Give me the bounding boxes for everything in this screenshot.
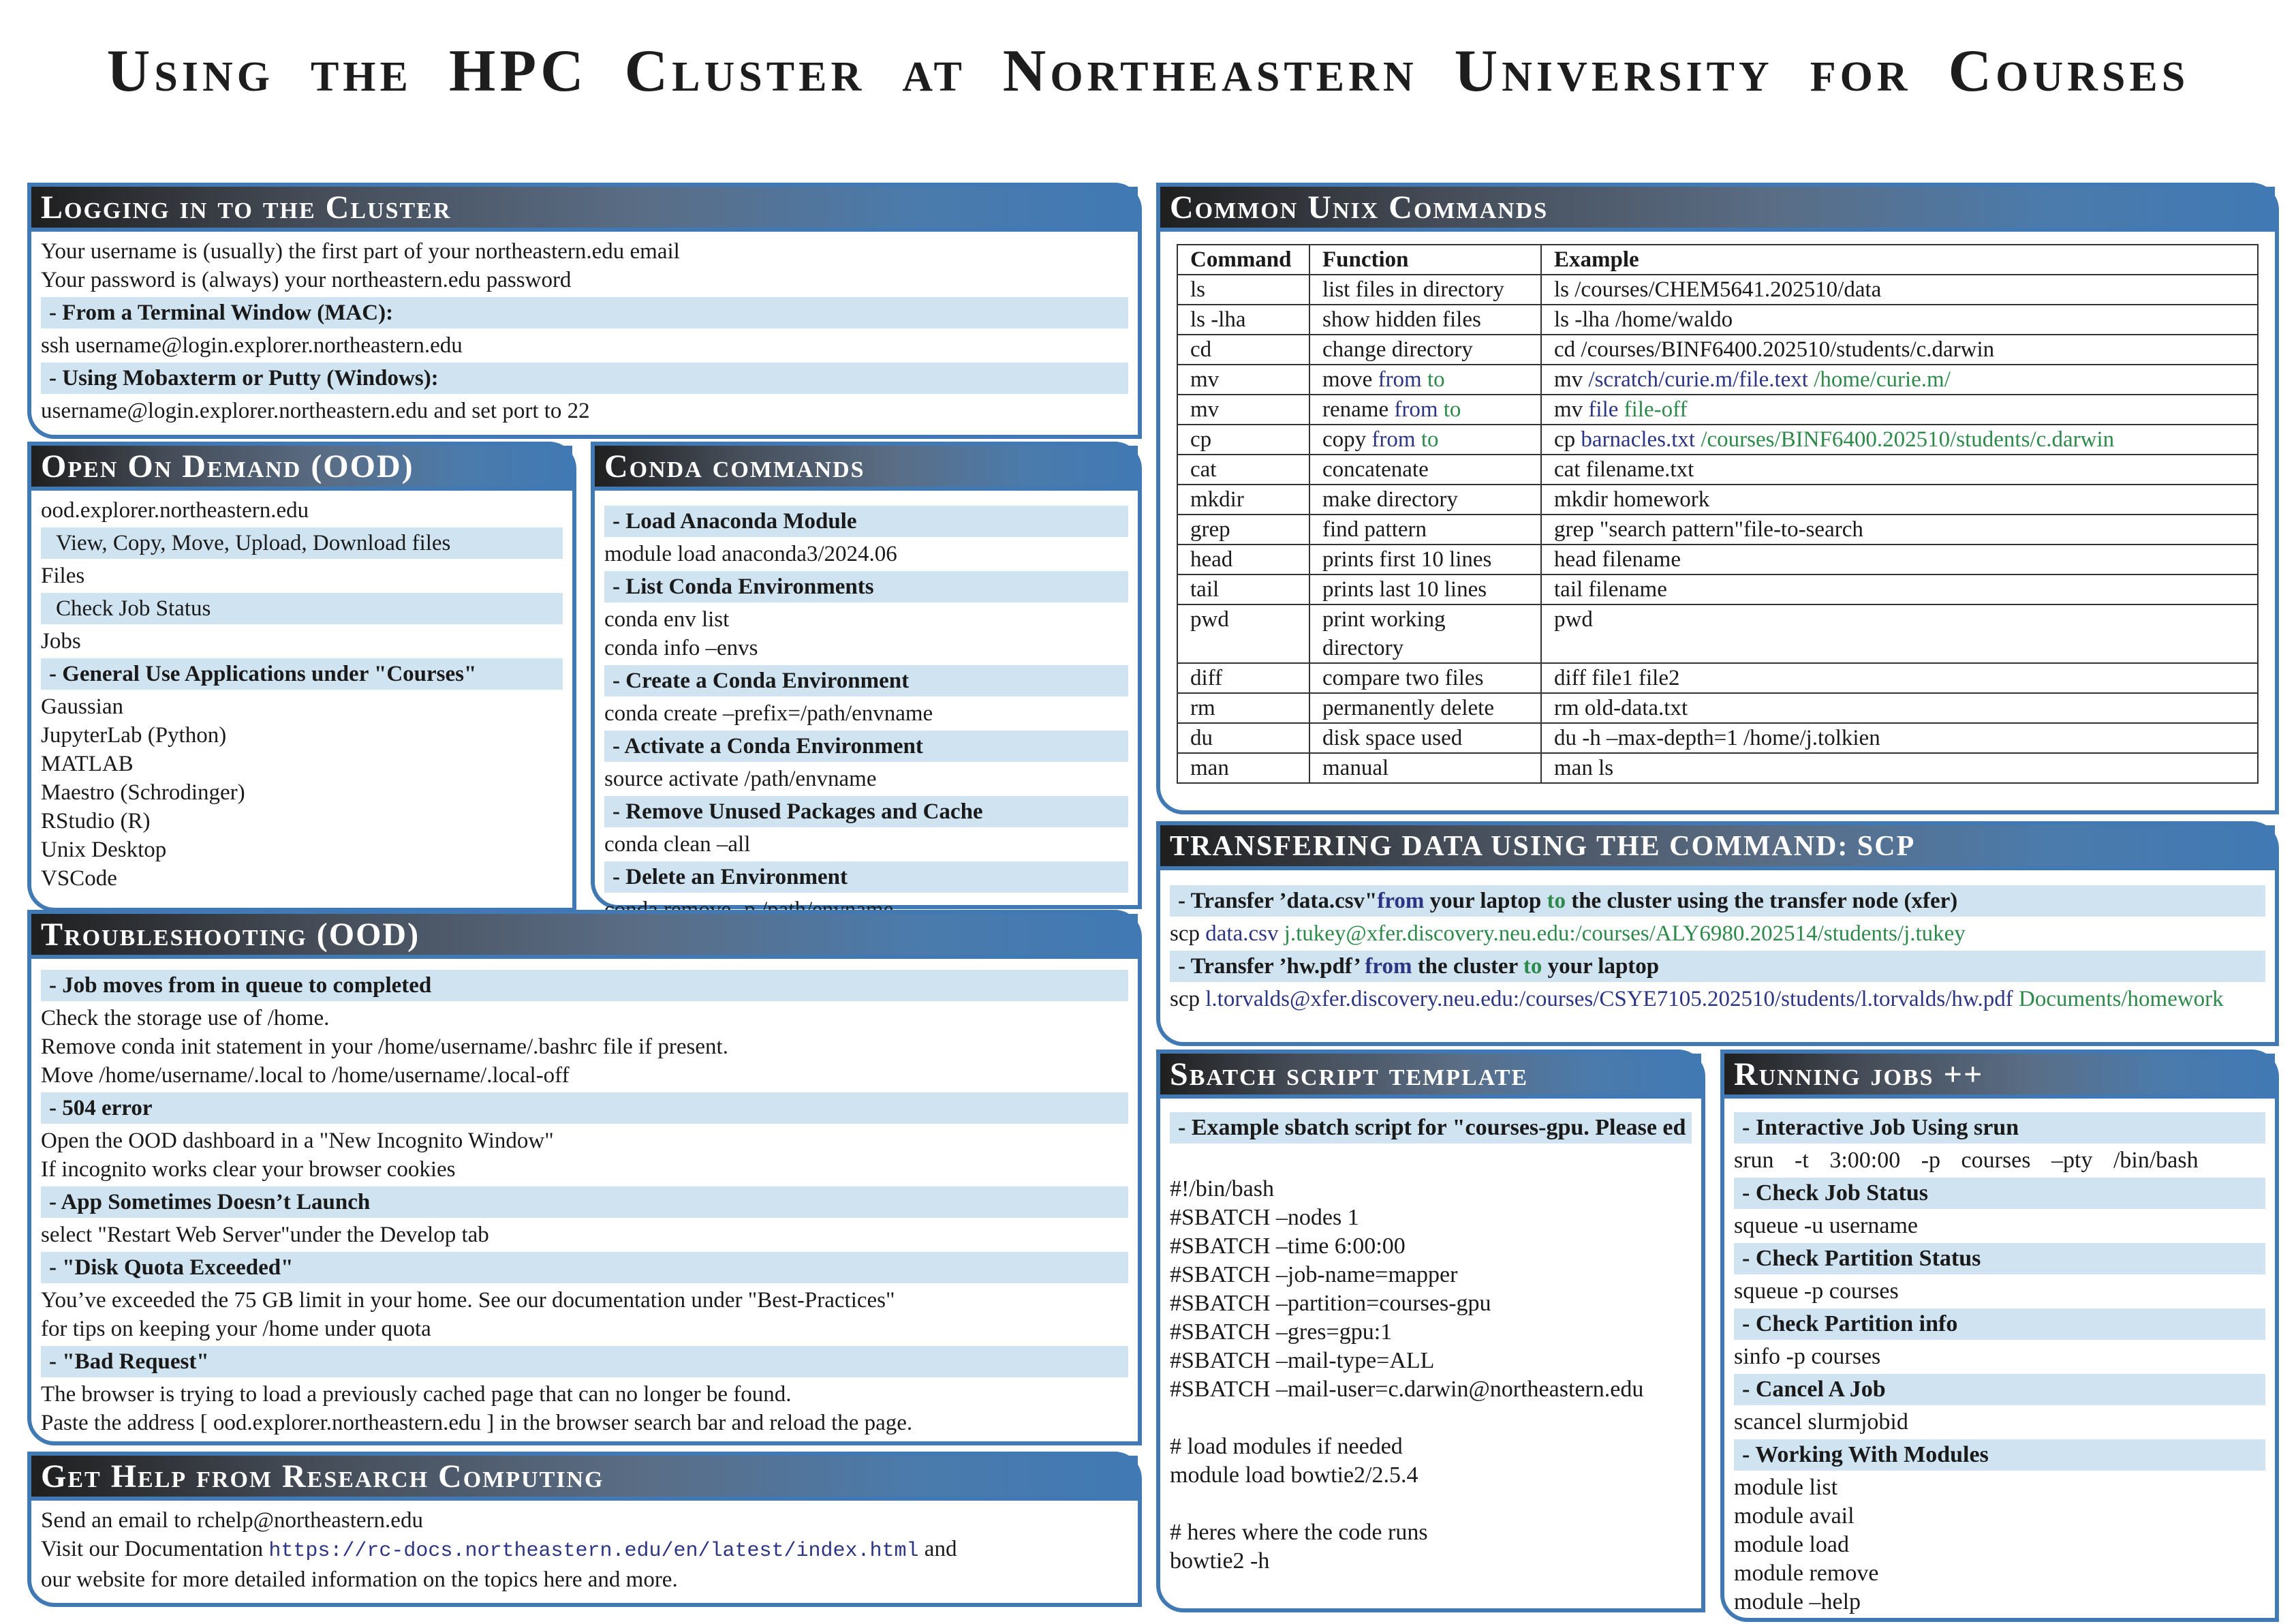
func-text: move [1322, 367, 1373, 392]
script-line: #SBATCH –job-name=mapper [1170, 1262, 1458, 1287]
col-example: Example [1541, 245, 2258, 275]
cell-command: diff [1177, 663, 1309, 693]
cell-function: find pattern [1309, 515, 1541, 545]
heading-text: the cluster using the transfer node (xfer) [1565, 889, 1958, 913]
help-email-line: Send an email to rchelp@northeastern.edu [41, 1508, 423, 1533]
conda-header: Conda commands [595, 446, 1138, 491]
cell-function: make directory [1309, 485, 1541, 515]
to-label: to [1547, 889, 1566, 913]
cell-command: man [1177, 753, 1309, 783]
issue-line: Open the OOD dashboard in a "New Incognito Window" [41, 1129, 554, 1153]
cell-function: manual [1309, 753, 1541, 783]
job-cmd: squeue -p courses [1734, 1278, 1899, 1304]
cell-command: mkdir [1177, 485, 1309, 515]
table-row [1177, 335, 2258, 365]
ood-panel [27, 442, 576, 912]
cell-command: rm [1177, 693, 1309, 723]
conda-cmd: module load anaconda3/2024.06 [604, 542, 897, 566]
script-line: # load modules if needed [1170, 1434, 1403, 1459]
cell-function: compare two files [1309, 663, 1541, 693]
conda-cmd: conda info –envs [604, 636, 758, 660]
dest-path: Documents/homework [2013, 987, 2224, 1011]
cell-command: tail [1177, 574, 1309, 604]
cell-command: ls -lha [1177, 305, 1309, 335]
func-text: copy [1322, 427, 1367, 452]
cell-function: disk space used [1309, 723, 1541, 753]
cell-command: mv [1177, 395, 1309, 425]
files-label: Files [41, 564, 85, 588]
cell-example: head filename [1541, 545, 2258, 574]
cell-example: tail filename [1541, 574, 2258, 604]
ex-from: /scratch/curie.m/file.text [1588, 367, 1808, 392]
modules-heading: - Working With Modules [1734, 1439, 2265, 1471]
cell-function: prints first 10 lines [1309, 545, 1541, 574]
heading-text: your laptop [1542, 954, 1660, 979]
issue-heading: - Job moves from in queue to completed [41, 970, 1128, 1001]
cell-example: mkdir homework [1541, 485, 2258, 515]
script-line: #SBATCH –mail-type=ALL [1170, 1348, 1435, 1373]
cell-command: du [1177, 723, 1309, 753]
cell-function: list files in directory [1309, 275, 1541, 305]
conda-delete-heading: - Delete an Environment [604, 861, 1128, 893]
app-item: MATLAB [41, 752, 134, 776]
issue-line: Remove conda init statement in your /home/username/.bashrc file if present. [41, 1035, 728, 1059]
ex-to: /home/curie.m/ [1814, 367, 1951, 392]
unix-commands-table [1177, 244, 2259, 784]
table-row [1177, 515, 2258, 545]
running-jobs-header: Running jobs ++ [1724, 1054, 2275, 1099]
app-item: VSCode [41, 866, 117, 891]
scp-download-heading [1170, 951, 2265, 982]
cell-function: concatenate [1309, 455, 1541, 485]
script-line: module load bowtie2/2.5.4 [1170, 1462, 1418, 1488]
job-cmd: srun -t 3:00:00 -p courses –pty /bin/bash [1734, 1148, 2199, 1173]
cell-command: pwd [1177, 604, 1309, 663]
files-note: View, Copy, Move, Upload, Download files [41, 527, 563, 559]
windows-login-command: username@login.explorer.northeastern.edu and set port to 22 [41, 399, 590, 423]
ood-header: Open On Demand (OOD) [31, 446, 572, 491]
logging-in-header: Logging in to the Cluster [31, 187, 1138, 232]
from-label: from [1377, 889, 1425, 913]
ex-to: /courses/BINF6400.202510/students/c.darwin [1701, 427, 2115, 452]
issue-line: Move /home/username/.local to /home/username/.local-off [41, 1063, 570, 1088]
module-cmd: module remove [1734, 1561, 1879, 1586]
partition-status-heading: - Check Partition Status [1734, 1243, 2265, 1274]
cell-example: rm old-data.txt [1541, 693, 2258, 723]
module-cmd: module avail [1734, 1503, 1855, 1529]
table-row [1177, 545, 2258, 574]
troubleshooting-panel [27, 910, 1142, 1445]
ood-url[interactable]: ood.explorer.northeastern.edu [41, 498, 309, 523]
conda-cmd: conda clean –all [604, 832, 751, 857]
issue-line: select "Restart Web Server"under the Develop tab [41, 1223, 489, 1247]
scp-upload-command [1170, 919, 2265, 948]
ex-cmd: cp [1554, 427, 1576, 452]
table-row [1177, 425, 2258, 455]
conda-load-heading: - Load Anaconda Module [604, 506, 1128, 537]
cell-command: cd [1177, 335, 1309, 365]
partition-info-heading: - Check Partition info [1734, 1308, 2265, 1340]
cell-example [1541, 395, 2258, 425]
table-row [1177, 574, 2258, 604]
heading-text: the cluster [1412, 954, 1523, 979]
scp-upload-heading [1170, 885, 2265, 917]
cell-example: ls /courses/CHEM5641.202510/data [1541, 275, 2258, 305]
ex-from: barnacles.txt [1581, 427, 1696, 452]
app-item: Gaussian [41, 694, 123, 719]
cell-function [1309, 395, 1541, 425]
job-status-heading: - Check Job Status [1734, 1178, 2265, 1209]
sbatch-header: Sbatch script template [1160, 1054, 1701, 1099]
cell-function [1309, 425, 1541, 455]
cell-function: permanently delete [1309, 693, 1541, 723]
script-line: # heres where the code runs [1170, 1520, 1428, 1545]
job-cmd: scancel slurmjobid [1734, 1409, 1908, 1435]
logging-in-panel [27, 183, 1142, 439]
unix-commands-panel [1156, 183, 2279, 814]
issue-line: If incognito works clear your browser cookies [41, 1157, 456, 1182]
cell-command: head [1177, 545, 1309, 574]
troubleshooting-header: Troubleshooting (OOD) [31, 914, 1138, 959]
conda-cmd: conda env list [604, 607, 730, 632]
cmd-text: scp [1170, 987, 1206, 1011]
cancel-job-heading: - Cancel A Job [1734, 1374, 2265, 1405]
table-row [1177, 485, 2258, 515]
scp-download-command [1170, 985, 2265, 1013]
cell-example: man ls [1541, 753, 2258, 783]
conda-panel [591, 442, 1142, 909]
username-note: Your username is (usually) the first part of your northeastern.edu email [41, 239, 680, 264]
table-row [1177, 365, 2258, 395]
cell-example [1541, 425, 2258, 455]
func-text: rename [1322, 397, 1389, 422]
app-item: Maestro (Schrodinger) [41, 780, 245, 805]
conda-list-heading: - List Conda Environments [604, 571, 1128, 602]
jobs-label: Jobs [41, 629, 81, 654]
issue-line: You’ve exceeded the 75 GB limit in your home. See our documentation under "Best-Practices" [41, 1288, 895, 1313]
conda-cmd: source activate /path/envname [604, 767, 877, 791]
cell-command: cat [1177, 455, 1309, 485]
script-line: #!/bin/bash [1170, 1176, 1274, 1201]
cmd-text: scp [1170, 921, 1206, 946]
heading-text: - Transfer ’hw.pdf’ [1178, 954, 1365, 979]
app-item: Unix Desktop [41, 838, 167, 862]
module-cmd: module –help [1734, 1589, 1861, 1614]
issue-heading: - "Bad Request" [41, 1346, 1128, 1377]
script-line: #SBATCH –gres=gpu:1 [1170, 1319, 1393, 1345]
get-help-panel [27, 1452, 1142, 1607]
issue-heading: - "Disk Quota Exceeded" [41, 1252, 1128, 1283]
app-item: JupyterLab (Python) [41, 723, 227, 748]
cell-example: ls -lha /home/waldo [1541, 305, 2258, 335]
table-row [1177, 723, 2258, 753]
spacer [1170, 1404, 1692, 1433]
cell-command: grep [1177, 515, 1309, 545]
apps-heading: - General Use Applications under "Courses" [41, 658, 563, 690]
ex-cmd: mv [1554, 397, 1583, 422]
cell-example: cd /courses/BINF6400.202510/students/c.darwin [1541, 335, 2258, 365]
table-row [1177, 275, 2258, 305]
script-line: #SBATCH –partition=courses-gpu [1170, 1291, 1491, 1316]
docs-suffix: and [918, 1537, 957, 1561]
page-title: Using the HPC Cluster at Northeastern University for Courses [106, 38, 2190, 104]
module-cmd: module load [1734, 1532, 1850, 1557]
cell-command: mv [1177, 365, 1309, 395]
table-row [1177, 305, 2258, 335]
password-note: Your password is (always) your northeastern.edu password [41, 268, 572, 292]
to-label: to [1421, 427, 1439, 452]
mac-ssh-command: ssh username@login.explorer.northeastern.edu [41, 333, 463, 358]
table-row [1177, 693, 2258, 723]
cell-example: diff file1 file2 [1541, 663, 2258, 693]
cell-example [1541, 365, 2258, 395]
docs-link[interactable]: https://rc-docs.northeastern.edu/en/latest/index.html [268, 1539, 919, 1563]
cell-function: print working directory [1309, 604, 1541, 663]
jobs-note: Check Job Status [41, 593, 563, 624]
to-label: to [1523, 954, 1542, 979]
col-command: Command [1177, 245, 1309, 275]
issue-line: Check the storage use of /home. [41, 1006, 330, 1030]
help-docs-line [41, 1535, 1128, 1565]
help-website-line: our website for more detailed information on the topics here and more. [41, 1567, 678, 1592]
ex-cmd: mv [1554, 367, 1583, 392]
app-item: RStudio (R) [41, 809, 151, 833]
conda-clean-heading: - Remove Unused Packages and Cache [604, 796, 1128, 827]
issue-line: for tips on keeping your /home under quota [41, 1317, 431, 1341]
source-path: l.torvalds@xfer.discovery.neu.edu:/courses/CSYE7105.202510/students/l.torvalds/hw.pdf [1205, 987, 2013, 1011]
dest-path: j.tukey@xfer.discovery.neu.edu:/courses/ALY6980.202514/students/j.tukey [1278, 921, 1966, 946]
cell-function: change directory [1309, 335, 1541, 365]
issue-line: The browser is trying to load a previously cached page that can no longer be found. [41, 1382, 792, 1407]
from-label: from [1371, 427, 1416, 452]
running-jobs-panel [1720, 1050, 2279, 1622]
scp-header: TRANSFERING DATA USING THE COMMAND: SCP [1160, 825, 2275, 870]
col-function: Function [1309, 245, 1541, 275]
cell-function [1309, 365, 1541, 395]
table-row [1177, 753, 2258, 783]
from-label: from [1394, 397, 1438, 422]
conda-cmd: conda create –prefix=/path/envname [604, 701, 933, 726]
docs-prefix: Visit our Documentation [41, 1537, 269, 1561]
job-cmd: squeue -u username [1734, 1213, 1919, 1238]
script-line: #SBATCH –mail-user=c.darwin@northeastern.edu [1170, 1377, 1644, 1402]
ex-from: file [1588, 397, 1619, 422]
srun-heading: - Interactive Job Using srun [1734, 1112, 2265, 1144]
table-row [1177, 455, 2258, 485]
heading-text: your laptop [1424, 889, 1547, 913]
unix-commands-header: Common Unix Commands [1160, 187, 2275, 232]
table-row [1177, 395, 2258, 425]
script-line: bowtie2 -h [1170, 1548, 1270, 1574]
from-label: from [1365, 954, 1412, 979]
to-label: to [1427, 367, 1445, 392]
module-cmd: module list [1734, 1475, 1838, 1500]
windows-heading: - Using Mobaxterm or Putty (Windows): [41, 363, 1128, 394]
ex-to: file-off [1624, 397, 1688, 422]
mac-heading: - From a Terminal Window (MAC): [41, 297, 1128, 328]
job-cmd: sinfo -p courses [1734, 1344, 1881, 1369]
cell-command: ls [1177, 275, 1309, 305]
cell-example: pwd [1541, 604, 2258, 663]
spacer [1170, 1490, 1692, 1518]
cell-example: grep "search pattern"file-to-search [1541, 515, 2258, 545]
sbatch-heading: - Example sbatch script for "courses-gpu. Please ed [1170, 1112, 1692, 1144]
table-header-row [1177, 245, 2258, 275]
cell-example: du -h –max-depth=1 /home/j.tolkien [1541, 723, 2258, 753]
scp-panel [1156, 821, 2279, 1046]
sbatch-panel [1156, 1050, 1705, 1612]
heading-text: - Transfer ’data.csv" [1178, 889, 1378, 913]
source-path: data.csv [1205, 921, 1279, 946]
to-label: to [1443, 397, 1461, 422]
spacer [1170, 1146, 1692, 1175]
issue-heading: - App Sometimes Doesn’t Launch [41, 1186, 1128, 1218]
cell-command: cp [1177, 425, 1309, 455]
issue-heading: - 504 error [41, 1092, 1128, 1124]
conda-activate-heading: - Activate a Conda Environment [604, 731, 1128, 762]
get-help-header: Get Help from Research Computing [31, 1456, 1138, 1501]
from-label: from [1378, 367, 1422, 392]
script-line: #SBATCH –time 6:00:00 [1170, 1234, 1406, 1259]
cell-example: cat filename.txt [1541, 455, 2258, 485]
conda-create-heading: - Create a Conda Environment [604, 665, 1128, 696]
cell-function: prints last 10 lines [1309, 574, 1541, 604]
table-row [1177, 604, 2258, 663]
issue-line: Paste the address [ ood.explorer.northeastern.edu ] in the browser search bar and reload the page. [41, 1411, 913, 1435]
cell-function: show hidden files [1309, 305, 1541, 335]
script-line: #SBATCH –nodes 1 [1170, 1205, 1359, 1230]
table-row [1177, 663, 2258, 693]
